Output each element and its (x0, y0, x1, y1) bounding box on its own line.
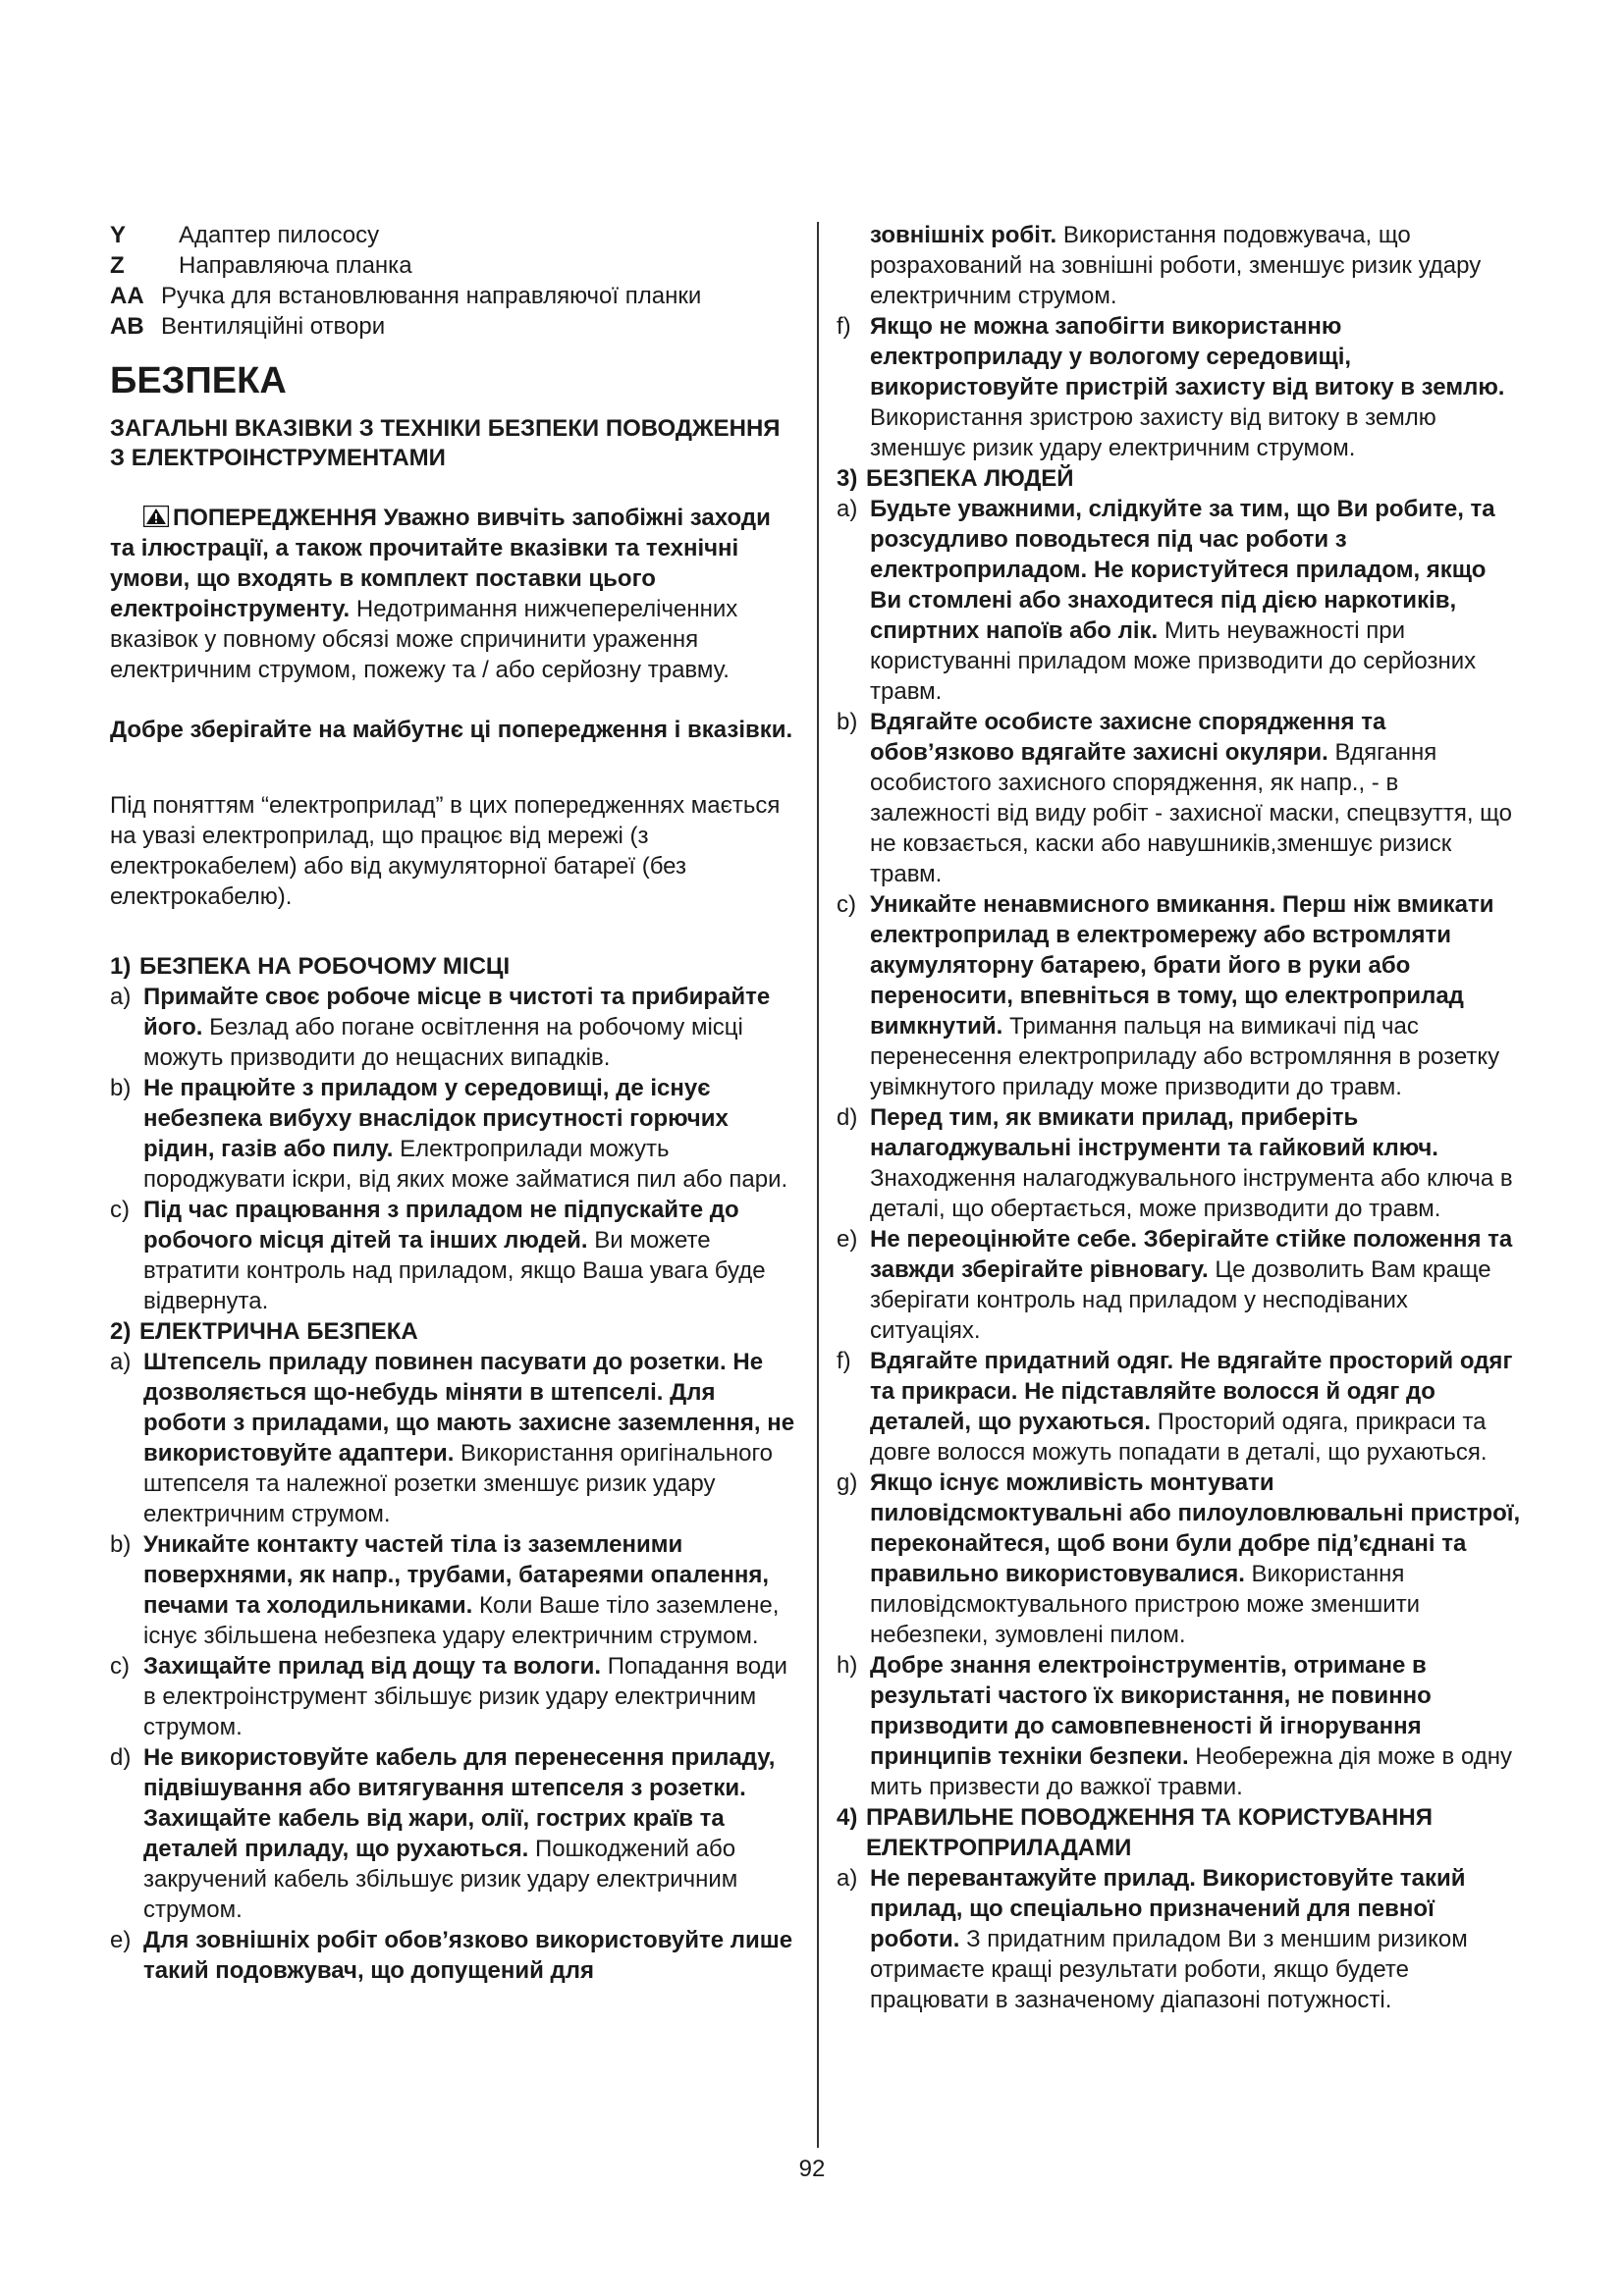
item-text: Використання оригінального штепселя та належної розетки зменшує ризик удару електричним струмом. (143, 1440, 774, 1527)
heading-number: 1) (110, 953, 132, 980)
heading-personal-safety (837, 463, 1524, 494)
item-letter: b) (110, 1075, 132, 1101)
item-letter: b) (110, 1531, 132, 1558)
list-item (110, 1742, 797, 1925)
list-item (837, 707, 1524, 889)
item-bold: Не працюйте з приладом у середовищі, де існує небезпека вибуху внаслідок присутності горючих рідин, газів або пилу. (143, 1075, 729, 1162)
item-letter: a) (837, 1865, 858, 1892)
item-bold: Добре знання електроінструментів, отримане в результаті частого їх використання, не повинно призводити до самовпевненості й ігнорування принципів техніки безпеки. (870, 1652, 1432, 1770)
list-item (110, 1195, 797, 1316)
item-letter: h) (837, 1652, 858, 1679)
list-item (110, 1925, 797, 1986)
legend-item (110, 281, 797, 311)
item-bold: Якщо не можна запобігти використанню електроприладу у вологому середовищі, використовуйте пристрій захисту від витоку в землю. (870, 313, 1505, 400)
item-text: Безлад або погане освітлення на робочому місці можуть призводити до нещасних випадків. (143, 1014, 743, 1071)
item-text: Електроприлади можуть породжувати іскри, від яких може займатися пил або пари. (143, 1136, 788, 1193)
warning-label: ПОПЕРЕДЖЕННЯ (173, 505, 377, 531)
list-item (110, 1651, 797, 1742)
item-bold: Вдягайте придатний одяг. Не вдягайте просторий одяг та прикраси. Не підставляйте волосся й одяг до деталей, що рухаються. (870, 1348, 1513, 1435)
item-letter: c) (110, 1653, 130, 1680)
item-letter: c) (837, 891, 856, 918)
heading-title: БЕЗПЕКА НА РОБОЧОМУ МІСЦІ (139, 953, 511, 980)
legend-list (110, 220, 797, 342)
list-item (837, 494, 1524, 707)
item-text: Використання пиловідсмоктувального пристрою може зменшити небезпеки, зумовлені пилом. (870, 1561, 1421, 1648)
list-item (837, 1346, 1524, 1468)
item-continuation (837, 220, 1524, 311)
item-letter: c) (110, 1197, 130, 1223)
heading-title: ПРАВИЛЬНЕ ПОВОДЖЕННЯ ТА КОРИСТУВАННЯ ЕЛЕКТРОПРИЛАДАМИ (866, 1804, 1433, 1861)
item-letter: d) (837, 1104, 858, 1131)
left-column (110, 220, 797, 1986)
legend-key: AB (110, 313, 144, 340)
item-bold: Штепсель приладу повинен пасувати до розетки. Не дозволяється що-небудь міняти в штепселі. Для роботи з приладами, що мають захисне заземлення, не використовуйте адаптери. (143, 1349, 795, 1467)
item-text: Використання подовжувача, що розрахований на зовнішні роботи, зменшує ризик удару електричним струмом. (870, 222, 1482, 309)
item-letter: b) (837, 709, 858, 735)
list-item (837, 1650, 1524, 1802)
item-text: Це дозволить Вам краще зберігати контроль над приладом у несподіваних ситуаціях. (870, 1256, 1491, 1344)
item-text: Тримання пальця на вимикачі під час перенесення електроприладу або встромляння в розетку увімкнутого приладу може призводити до травм. (870, 1013, 1500, 1100)
list-item (110, 982, 797, 1073)
list-item (837, 889, 1524, 1102)
item-text: Просторий одяга, прикраси та довге волосся можуть попадати в деталі, що рухаються. (870, 1409, 1488, 1466)
list-item (837, 1102, 1524, 1224)
legend-key: Y (110, 222, 127, 248)
legend-item (110, 220, 797, 250)
list-item (837, 1863, 1524, 2015)
item-bold: Захищайте прилад від дощу та вологи. (143, 1653, 602, 1680)
section-subtitle: ЗАГАЛЬНІ ВКАЗІВКИ З ТЕХНІКИ БЕЗПЕКИ ПОВОДЖЕННЯ З ЕЛЕКТРОІНСТРУМЕНТАМИ (110, 415, 781, 471)
item-bold: Примайте своє робоче місце в чистоті та прибирайте його. (143, 984, 771, 1041)
item-text: З придатним приладом Ви з меншим ризиком отримаєте кращі результати роботи, якщо будете працювати в зазначеному діапазоні потужності. (870, 1926, 1468, 2013)
list-item (837, 311, 1524, 463)
item-bold: Не використовуйте кабель для перенесення приладу, підвішування або витягування штепселя з розетки. Захищайте кабель від жари, олії, гострих країв та деталей приладу, що рухаються. (143, 1744, 776, 1862)
item-bold: Уникайте контакту частей тіла із заземленими поверхнями, як напр., трубами, батареями опалення, печами та холодильниками. (143, 1531, 770, 1619)
keep-instructions: Добре зберігайте на майбутнє ці попередження і вказівки. (110, 717, 793, 743)
list-item (110, 1073, 797, 1195)
legend-item (110, 250, 797, 281)
heading-work-area-safety (110, 951, 797, 982)
item-text: Ви можете втратити контроль над приладом, якщо Ваша увага буде відвернута. (143, 1227, 766, 1314)
item-bold: Якщо існує можливість монтувати пиловідсмоктувальні або пилоуловлювальні пристрої, переконайтеся, щоб вони були добре під’єднані та правильно використовувалися. (870, 1469, 1521, 1587)
heading-number: 3) (837, 465, 858, 492)
item-text: Необережна дія може в одну мить призвести до важкої травми. (870, 1743, 1513, 1800)
legend-text: Направляюча планка (179, 252, 412, 279)
heading-number: 4) (837, 1804, 858, 1831)
section-title: БЕЗПЕКА (110, 360, 287, 401)
item-text: Використання зристрою захисту від витоку в землю зменшує ризик удару електричним струмом. (870, 404, 1436, 461)
list-item (837, 1468, 1524, 1650)
right-column (837, 220, 1524, 2015)
heading-tool-use (837, 1802, 1524, 1863)
item-letter: a) (110, 1349, 132, 1375)
legend-item (110, 311, 797, 342)
heading-title: ЕЛЕКТРИЧНА БЕЗПЕКА (139, 1318, 418, 1345)
item-bold: Будьте уважними, слідкуйте за тим, що Ви робите, та розсудливо поводьтеся під час роботи з електроприладом. Не користуйтеся приладом, якщо Ви стомлені або знаходитеся під дією наркотиків, спиртних напоїв або лік. (870, 496, 1495, 644)
item-letter: d) (110, 1744, 132, 1771)
legend-key: Z (110, 252, 125, 279)
list-item (110, 1347, 797, 1529)
list-item (110, 1529, 797, 1651)
item-bold: Під час працювання з приладом не підпускайте до робочого місця дітей та інших людей. (143, 1197, 739, 1254)
list-item (837, 1224, 1524, 1346)
item-text: Попадання води в електроінструмент збільшує ризик удару електричним струмом. (143, 1653, 787, 1740)
heading-electrical-safety (110, 1316, 797, 1347)
item-letter: g) (837, 1469, 858, 1496)
item-text: Вдягання особистого захисного спорядження, як напр., - в залежності від виду робіт - захисної маски, спецвзуття, що не ковзається, каски або навушників,зменшує ризиск травм. (870, 739, 1512, 887)
item-letter: a) (110, 984, 132, 1010)
page-number: 92 (798, 2156, 826, 2182)
item-text: Знаходження налагоджувального інструмента або ключа в деталі, що обертається, може призводити до травм. (870, 1165, 1513, 1222)
item-text: Мить неуважності при користуванні приладом може призводити до серйозних травм. (870, 617, 1477, 705)
item-letter: e) (837, 1226, 858, 1253)
item-letter: f) (837, 1348, 851, 1374)
item-bold: Не переоцінюйте себе. Зберігайте стійке положення та завжди зберігайте рівновагу. (870, 1226, 1513, 1283)
legend-key: AA (110, 283, 144, 309)
item-bold: Перед тим, як вмикати прилад, приберіть налагоджувальні інструменти та гайковий ключ. (870, 1104, 1438, 1161)
definition-paragraph: Під поняттям “електроприлад” в цих попередженнях мається на увазі електроприлад, що працює від мережі (з електрокабелем) або від акумуляторної батареї (без електрокабелю). (110, 792, 781, 910)
warning-paragraph (110, 503, 797, 685)
item-letter: e) (110, 1927, 132, 1953)
item-bold: Уникайте ненавмисного вмикання. Перш ніж вмикати електроприлад в електромережу або встромляти акумуляторну батарею, брати його в руки або переносити, впевніться в тому, що електроприлад вимкнутий. (870, 891, 1494, 1040)
legend-text: Адаптер пилососу (179, 222, 380, 248)
legend-text: Вентиляційні отвори (161, 313, 386, 340)
warning-triangle-icon (143, 506, 169, 527)
item-text: Пошкоджений або закручений кабель збільшує ризик удару електричним струмом. (143, 1836, 738, 1923)
heading-title: БЕЗПЕКА ЛЮДЕЙ (866, 465, 1074, 492)
item-text: Коли Ваше тіло заземлене, існує збільшена небезпека удару електричним струмом. (143, 1592, 780, 1649)
item-bold: Не перевантажуйте прилад. Використовуйте такий прилад, що спеціально призначений для певної роботи. (870, 1865, 1466, 1952)
item-letter: a) (837, 496, 858, 522)
item-bold: зовнішніх робіт. (870, 222, 1057, 248)
warning-text: Недотримання нижчепереліченних вказівок у повному обсязі може спричинити ураження електричним струмом, пожежу та / або серйозну травму. (110, 596, 738, 683)
item-bold: Вдягайте особисте захисне спорядження та обов’язково вдягайте захисні окуляри. (870, 709, 1386, 766)
item-letter: f) (837, 313, 851, 340)
heading-number: 2) (110, 1318, 132, 1345)
legend-text: Ручка для встановлювання направляючої планки (161, 283, 702, 309)
warning-bold-text: Уважно вивчіть запобіжні заходи та ілюстрації, а також прочитайте вказівки та технічні умови, що входять в комплект поставки цього електроінструменту. (110, 505, 771, 622)
item-bold: Для зовнішніх робіт обов’язково використовуйте лише такий подовжувач, що допущений для (143, 1927, 793, 1984)
column-divider (817, 222, 819, 2148)
